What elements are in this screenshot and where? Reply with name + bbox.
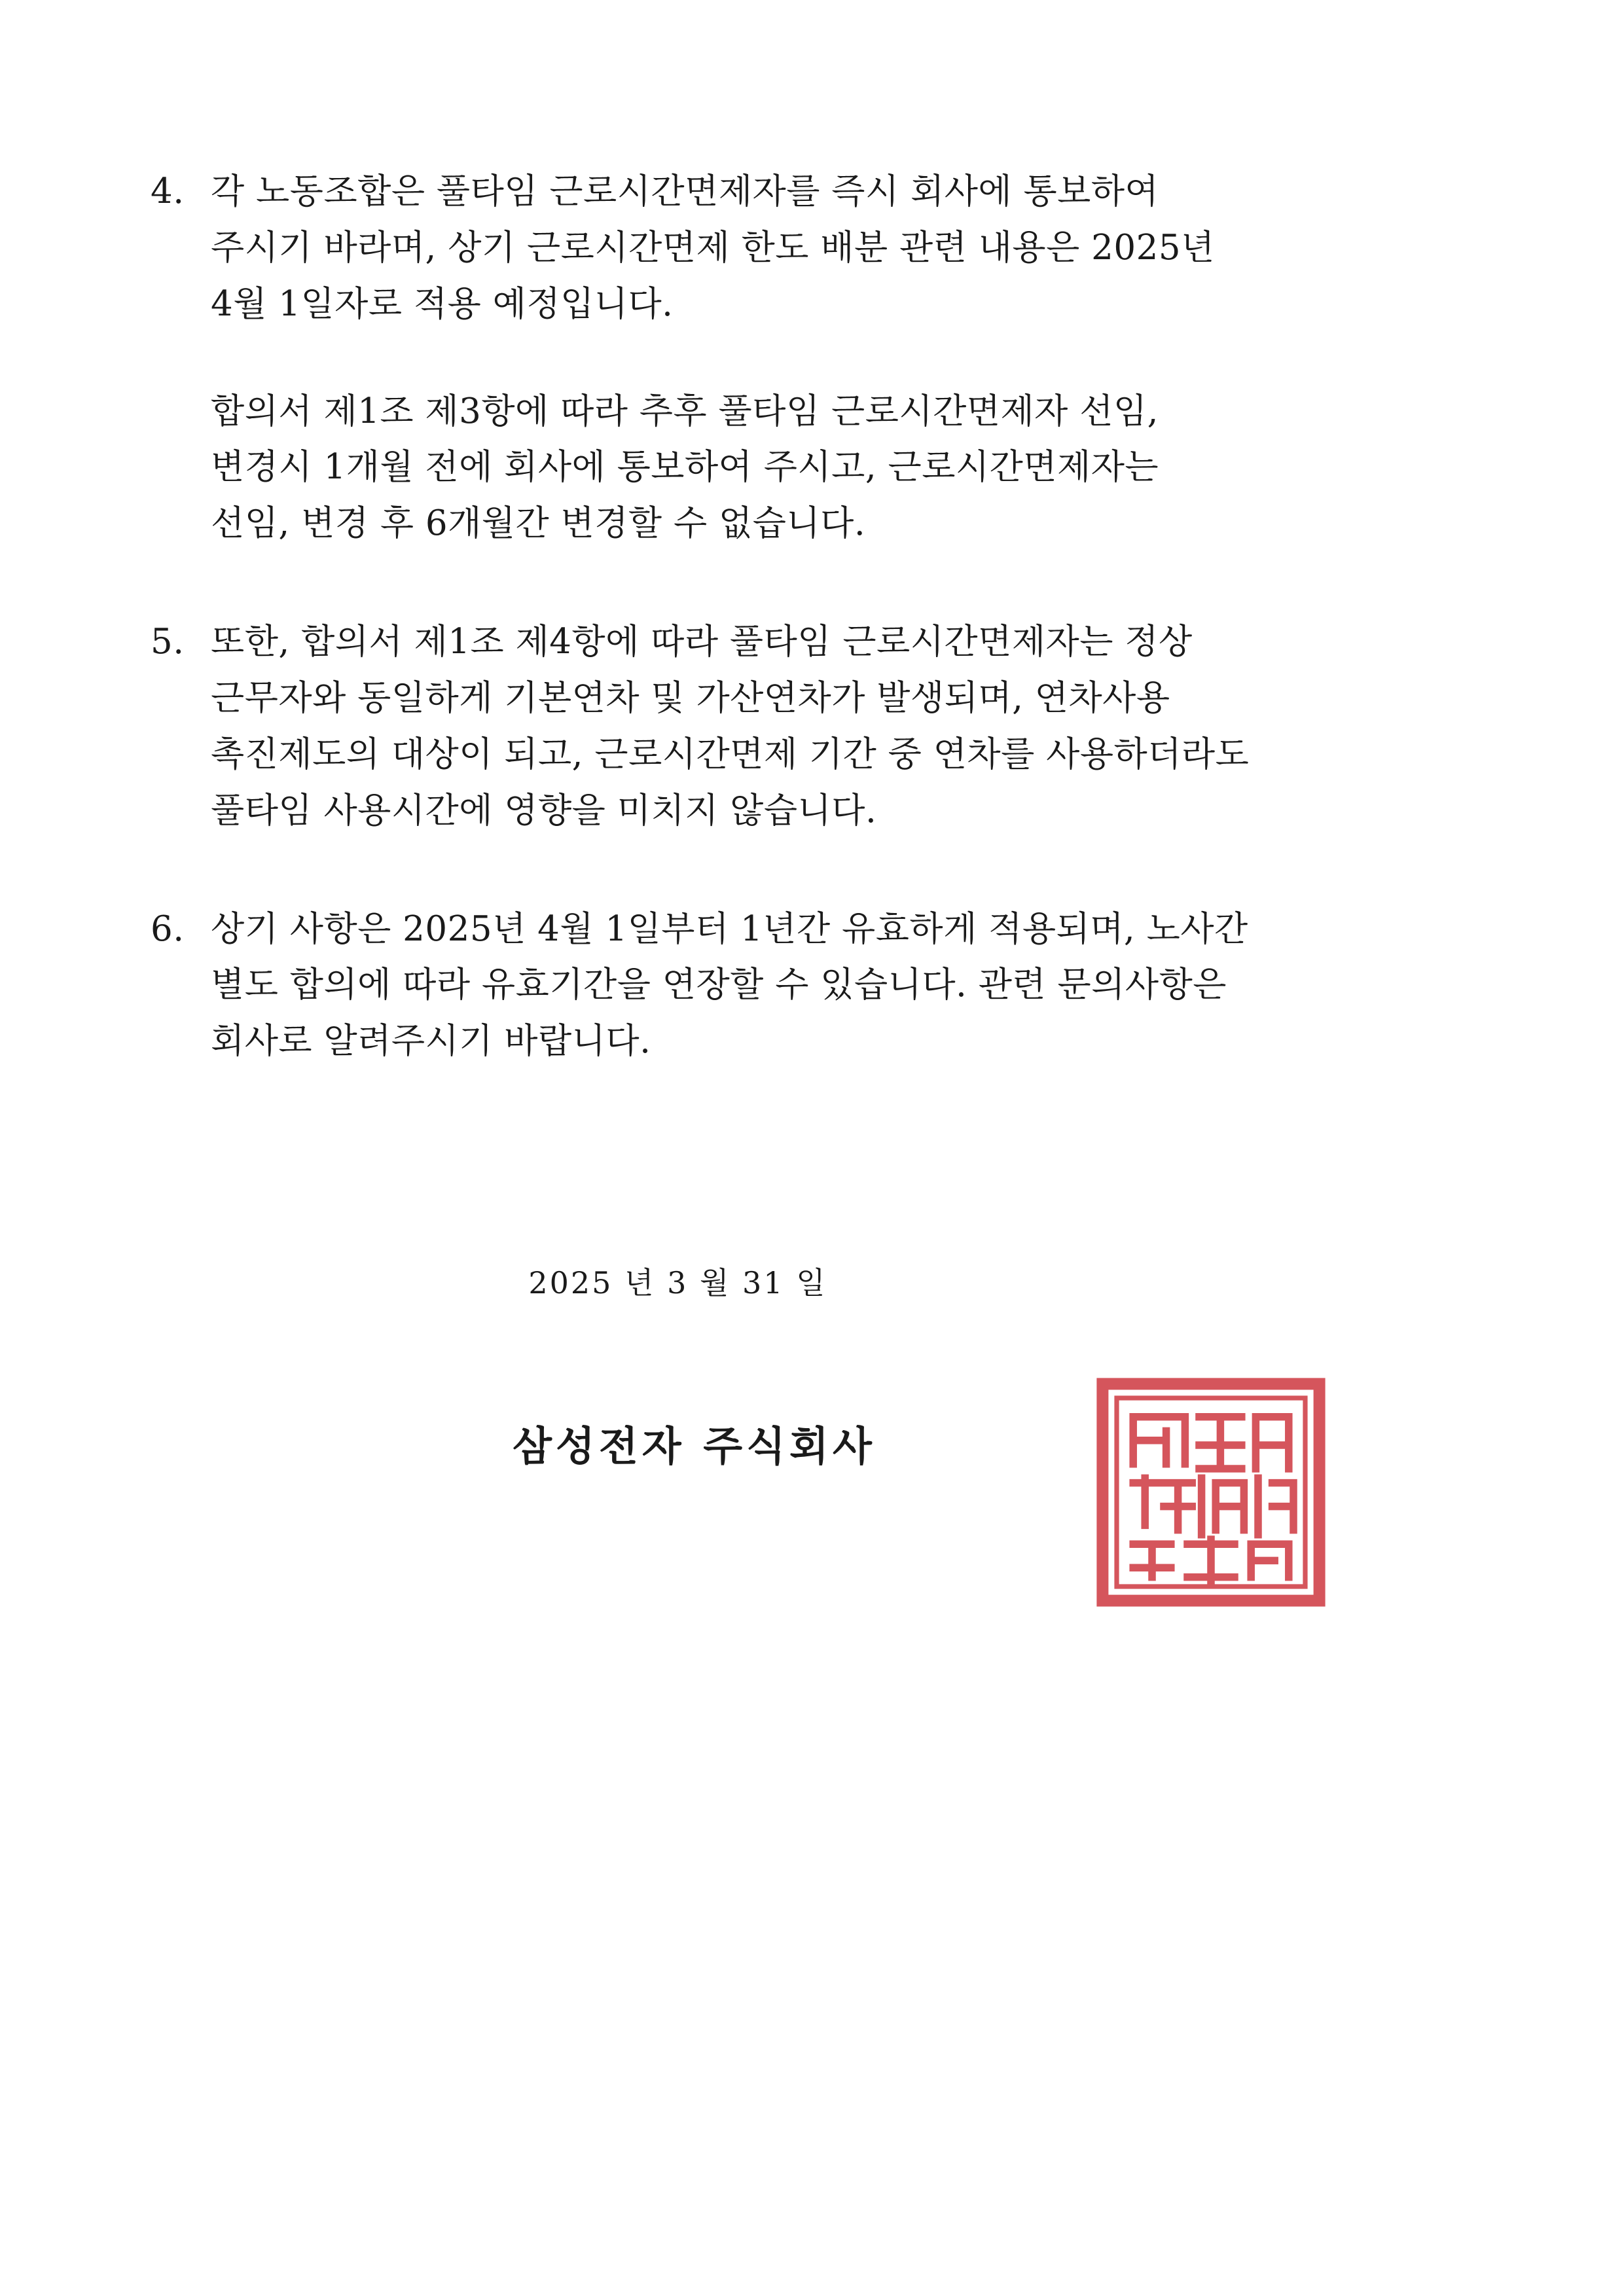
numbered-item-6 xyxy=(151,901,1454,1070)
text-line: 별도 합의에 따라 유효기간을 연장할 수 있습니다. 관련 문의사항은 xyxy=(211,965,1227,1005)
company-name: 삼성전자 주식회사 xyxy=(513,1422,876,1471)
item-text xyxy=(211,164,1454,332)
signature-block xyxy=(151,1414,1454,1472)
item-text xyxy=(211,901,1454,1070)
document-date: 2025 년 3 월 31 일 xyxy=(528,1265,827,1301)
text-line: 각 노동조합은 풀타임 근로시간면제자를 즉시 회사에 통보하여 xyxy=(211,171,1159,211)
paragraph-spacer xyxy=(151,839,1454,901)
text-line: 변경시 1개월 전에 회사에 통보하여 주시고, 근로시간면제자는 xyxy=(211,447,1159,488)
document-body xyxy=(151,164,1454,1069)
text-line: 촉진제도의 대상이 되고, 근로시간면제 기간 중 연차를 사용하더라도 xyxy=(211,734,1250,774)
text-line: 선임, 변경 후 6개월간 변경할 수 없습니다. xyxy=(211,503,866,544)
text-line: 4월 1일자로 적용 예정입니다. xyxy=(211,283,674,324)
item-number: 5. xyxy=(151,622,185,662)
text-line: 근무자와 동일하게 기본연차 및 가산연차가 발생되며, 연차사용 xyxy=(211,678,1170,719)
numbered-item-4 xyxy=(151,164,1454,332)
text-line: 또한, 합의서 제1조 제4항에 따라 풀타임 근로시간면제자는 정상 xyxy=(211,622,1193,662)
text-line: 풀타임 사용시간에 영향을 미치지 않습니다. xyxy=(211,790,877,831)
company-seal-icon xyxy=(1087,1374,1335,1610)
text-line: 회사로 알려주시기 바랍니다. xyxy=(211,1021,651,1062)
paragraph-spacer xyxy=(151,552,1454,614)
text-line: 주시기 바라며, 상기 근로시간면제 한도 배분 관련 내용은 2025년 xyxy=(211,227,1215,268)
sub-paragraph xyxy=(211,384,1454,552)
item-number: 4. xyxy=(151,171,185,211)
text-line: 합의서 제1조 제3항에 따라 추후 풀타임 근로시간면제자 선임, xyxy=(211,391,1159,431)
paragraph-spacer xyxy=(151,332,1454,384)
item-text xyxy=(211,614,1454,838)
text-line: 상기 사항은 2025년 4월 1일부터 1년간 유효하게 적용되며, 노사간 xyxy=(211,908,1248,949)
numbered-item-5 xyxy=(151,614,1454,838)
item-number: 6. xyxy=(151,908,185,949)
